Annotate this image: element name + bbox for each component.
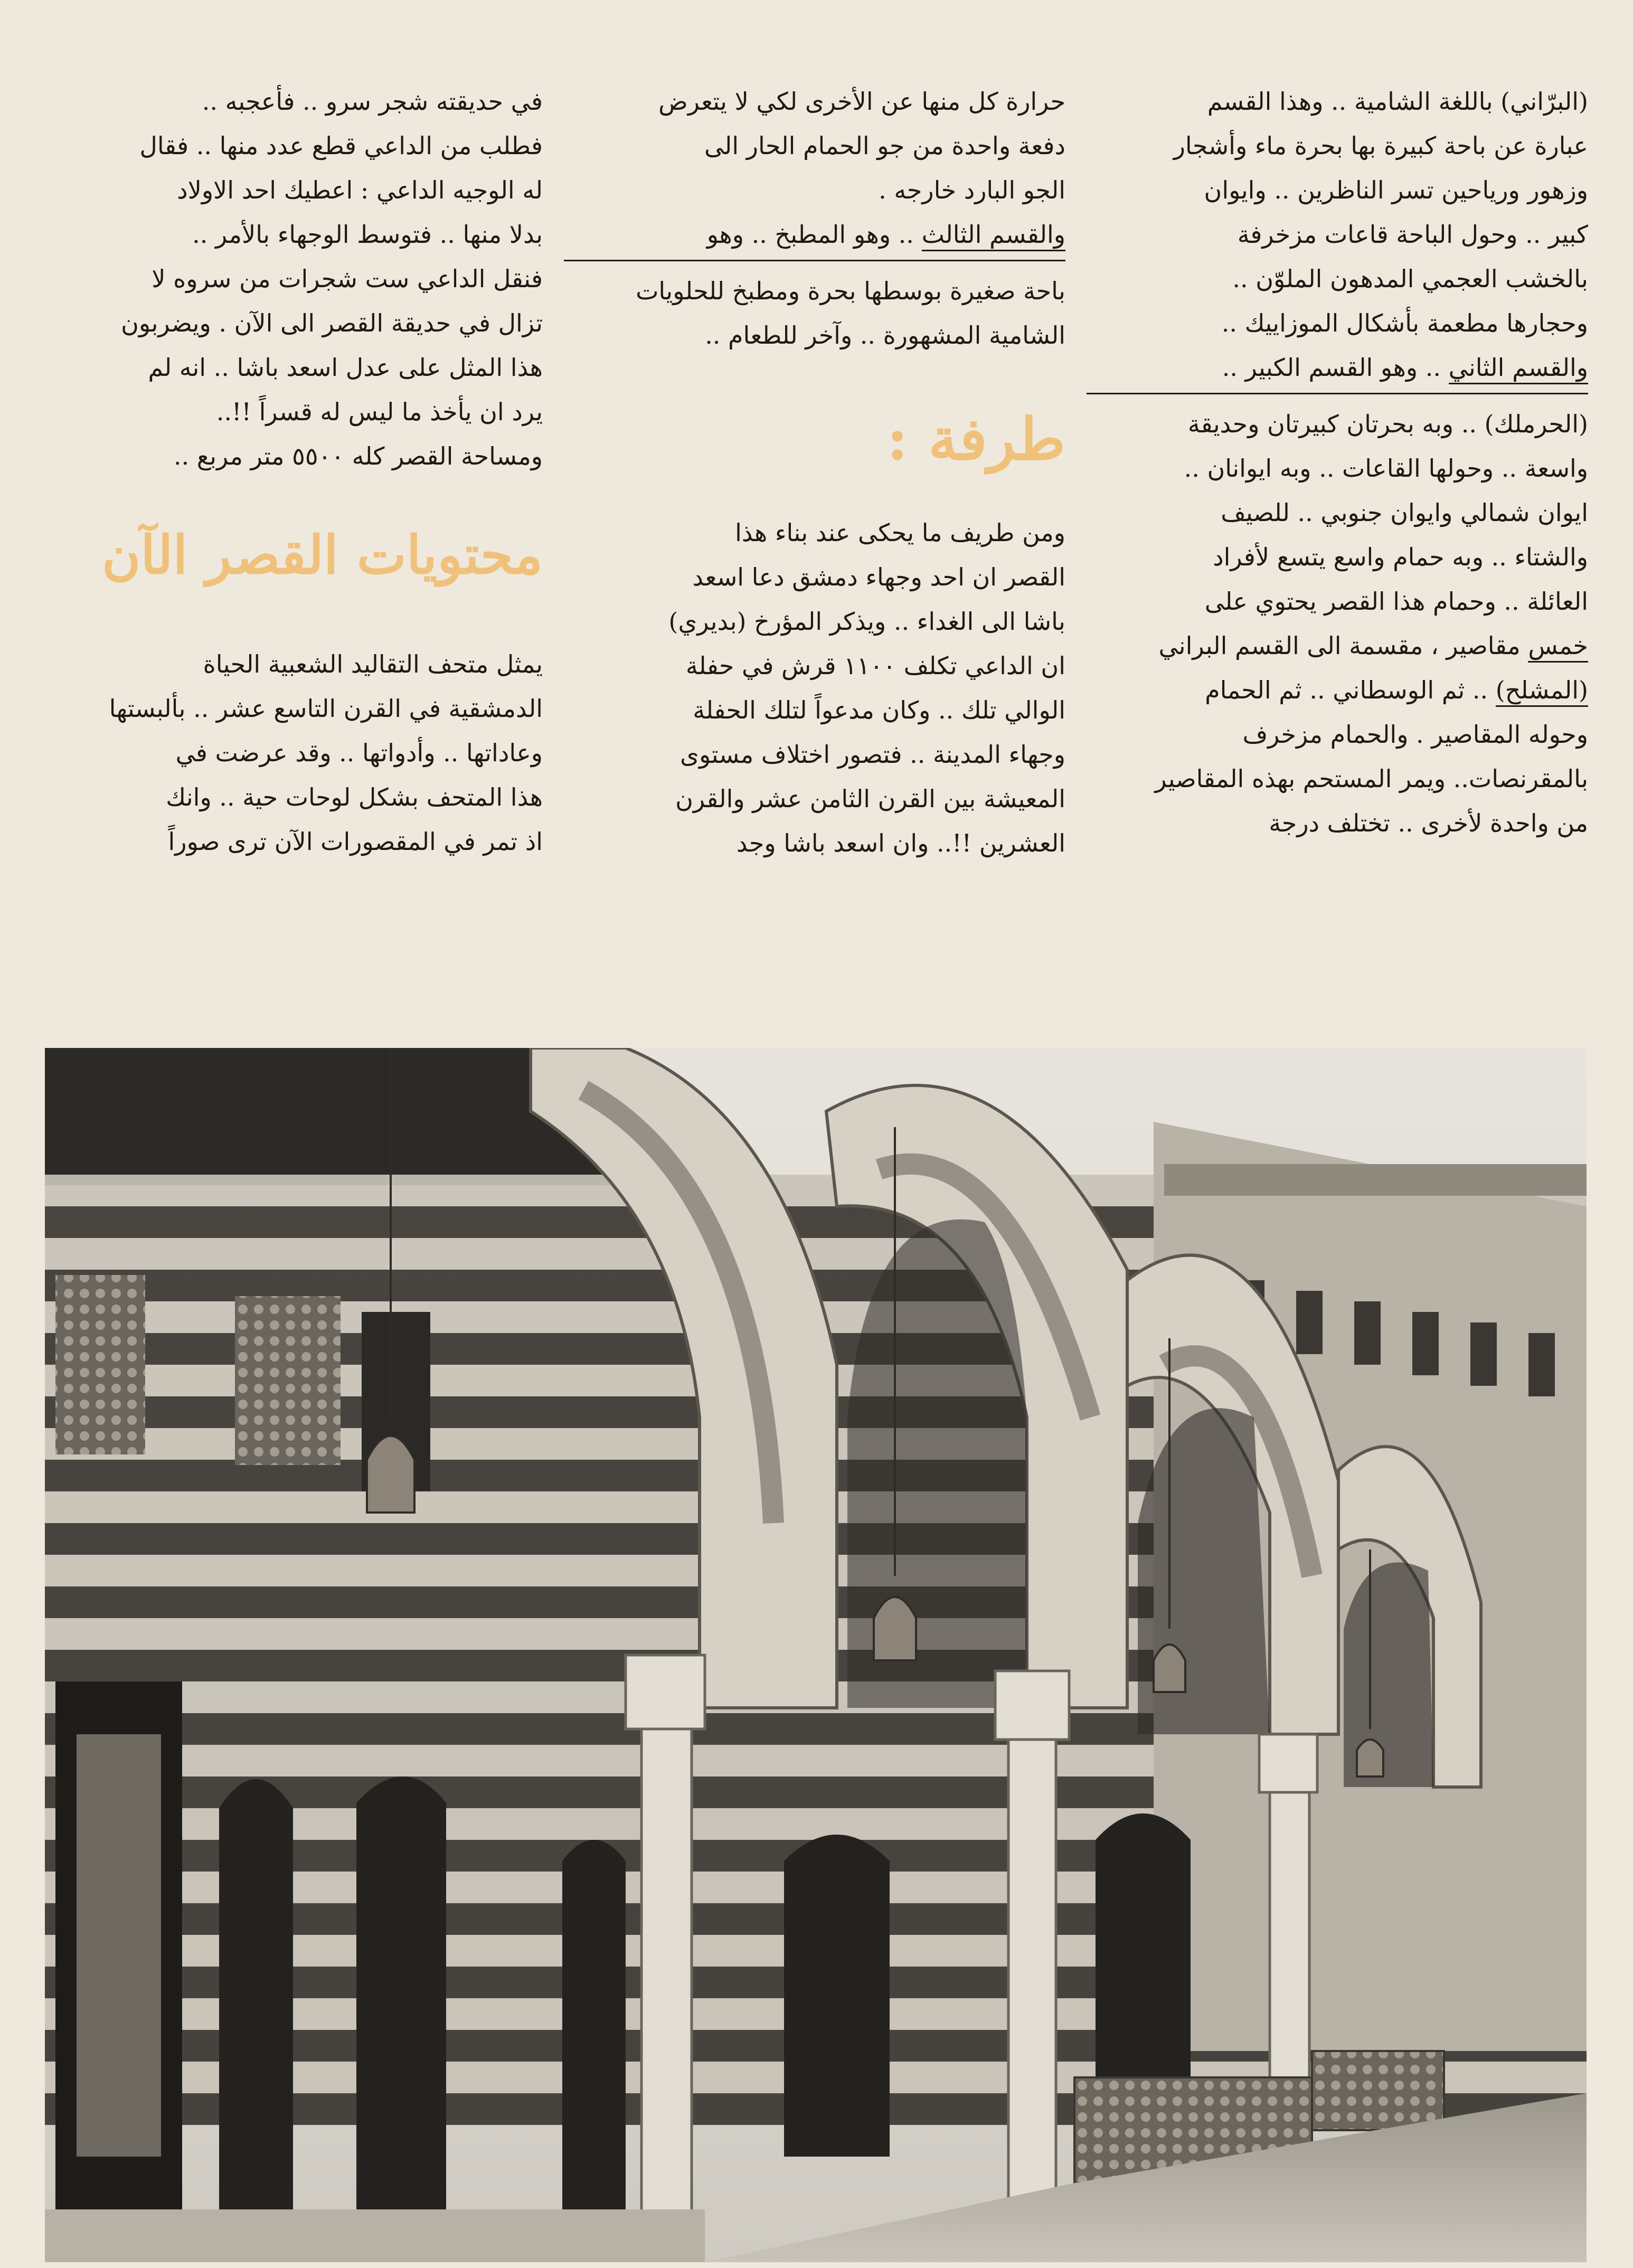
text-line: وزهور ورياحين تسر الناظرين .. وايوان [1204,176,1588,204]
text-line: ومن طريف ما يحكى عند بناء هذا [735,518,1065,547]
text-line: باشا الى الغداء .. ويذكر المؤرخ (بديري) [668,607,1065,636]
text-line: هذا المثل على عدل اسعد باشا .. انه لم [148,353,543,382]
section-term: والقسم الثالث [922,220,1065,251]
text-line: كبير .. وحول الباحة قاعات مزخرفة [1237,220,1588,249]
text-span: .. ثم الوسطاني .. ثم الحمام [1205,676,1496,704]
section-rest: .. وهو القسم الكبير .. [1222,353,1449,382]
text-line: عبارة عن باحة كبيرة بها بحرة ماء وأشجار [1173,131,1588,160]
text-line: وحجارها مطعمة بأشكال الموزاييك .. [1221,309,1588,337]
underlined-term: (المشلح) [1496,676,1588,707]
section-rest: .. وهو المطبخ .. وهو [706,220,922,249]
text-line: اذ تمر في المقصورات الآن ترى صوراً [168,827,543,856]
arcade-courtyard-photo [45,1048,1587,2262]
text-line: بدلا منها .. فتوسط الوجهاء بالأمر .. [192,220,543,249]
text-line: وجهاء المدينة .. فتصور اختلاف مستوى [679,740,1065,769]
underlined-term: خمس [1528,631,1588,663]
text-line: فنقل الداعي ست شجرات من سروه لا [152,264,543,293]
text-line: واسعة .. وحولها القاعات .. وبه ايوانان .. [1184,454,1588,483]
text-line: يرد ان يأخذ ما ليس له قسراً !!.. [216,398,543,426]
text-line: من واحدة لأخرى .. تختلف درجة [1269,809,1588,837]
text-line [1087,623,1588,668]
section-heading-line [564,212,1065,257]
text-column-middle [564,79,1065,1019]
section-heading-line [1087,345,1588,390]
text-line: ومساحة القصر كله ٥٥٠٠ متر مربع .. [173,442,543,470]
text-line: الدمشقية في القرن التاسع عشر .. بألبستها [109,694,543,723]
text-line: ايوان شمالي وايوان جنوبي .. للصيف [1221,498,1588,527]
text-line: دفعة واحدة من جو الحمام الحار الى [704,131,1065,160]
text-line: بالمقرنصات.. ويمر المستحم بهذه المقاصير [1155,764,1588,793]
section-divider [1087,393,1588,394]
text-line: ان الداعي تكلف ١١٠٠ قرش في حفلة [685,651,1065,680]
text-line: (البرّاني) باللغة الشامية .. وهذا القسم [1207,87,1588,116]
text-line: المعيشة بين القرن الثامن عشر والقرن [675,785,1065,813]
text-line: القصر ان احد وجهاء دمشق دعا اسعد [692,563,1065,591]
text-line: يمثل متحف التقاليد الشعبية الحياة [203,650,543,678]
text-line: وحوله المقاصير . والحمام مزخرف [1242,720,1588,749]
text-line: الجو البارد خارجه . [879,176,1065,204]
text-line [1087,668,1588,712]
text-line: الوالي تلك .. وكان مدعواً لتلك الحفلة [693,696,1065,724]
text-line: وعاداتها .. وأدواتها .. وقد عرضت في [175,739,543,767]
text-column-left [41,79,543,1019]
text-span: مقاصير ، مقسمة الى القسم البراني [1158,631,1528,660]
text-line: حرارة كل منها عن الأخرى لكي لا يتعرض [658,87,1065,116]
text-line: فطلب من الداعي قطع عدد منها .. فقال [139,131,543,160]
text-line: باحة صغيرة بوسطها بحرة ومطبخ للحلويات [636,277,1065,305]
text-line: له الوجيه الداعي : اعطيك احد الاولاد [177,176,543,204]
text-column-right [1087,79,1588,1019]
text-line: (الحرملك) .. وبه بحرتان كبيرتان وحديقة [1187,410,1588,438]
text-line: بالخشب العجمي المدهون الملوّن .. [1232,264,1588,293]
text-line: العشرين !!.. وان اسعد باشا وجد [736,829,1065,857]
text-line: في حديقته شجر سرو .. فأعجبه .. [202,87,543,116]
decorative-heading-anecdote: طرفة : [886,405,1065,473]
decorative-heading-contents: محتويات القصر الآن [102,524,543,586]
photo-illustration [45,1048,1587,2262]
text-line: الشامية المشهورة .. وآخر للطعام .. [705,321,1065,349]
text-line: العائلة .. وحمام هذا القصر يحتوي على [1204,587,1588,616]
section-term: والقسم الثاني [1449,353,1588,384]
text-line: هذا المتحف بشكل لوحات حية .. وانك [166,783,543,811]
text-line: والشتاء .. وبه حمام واسع يتسع لأفراد [1213,543,1588,571]
section-divider [564,260,1065,261]
text-line: تزال في حديقة القصر الى الآن . ويضربون [121,309,543,337]
